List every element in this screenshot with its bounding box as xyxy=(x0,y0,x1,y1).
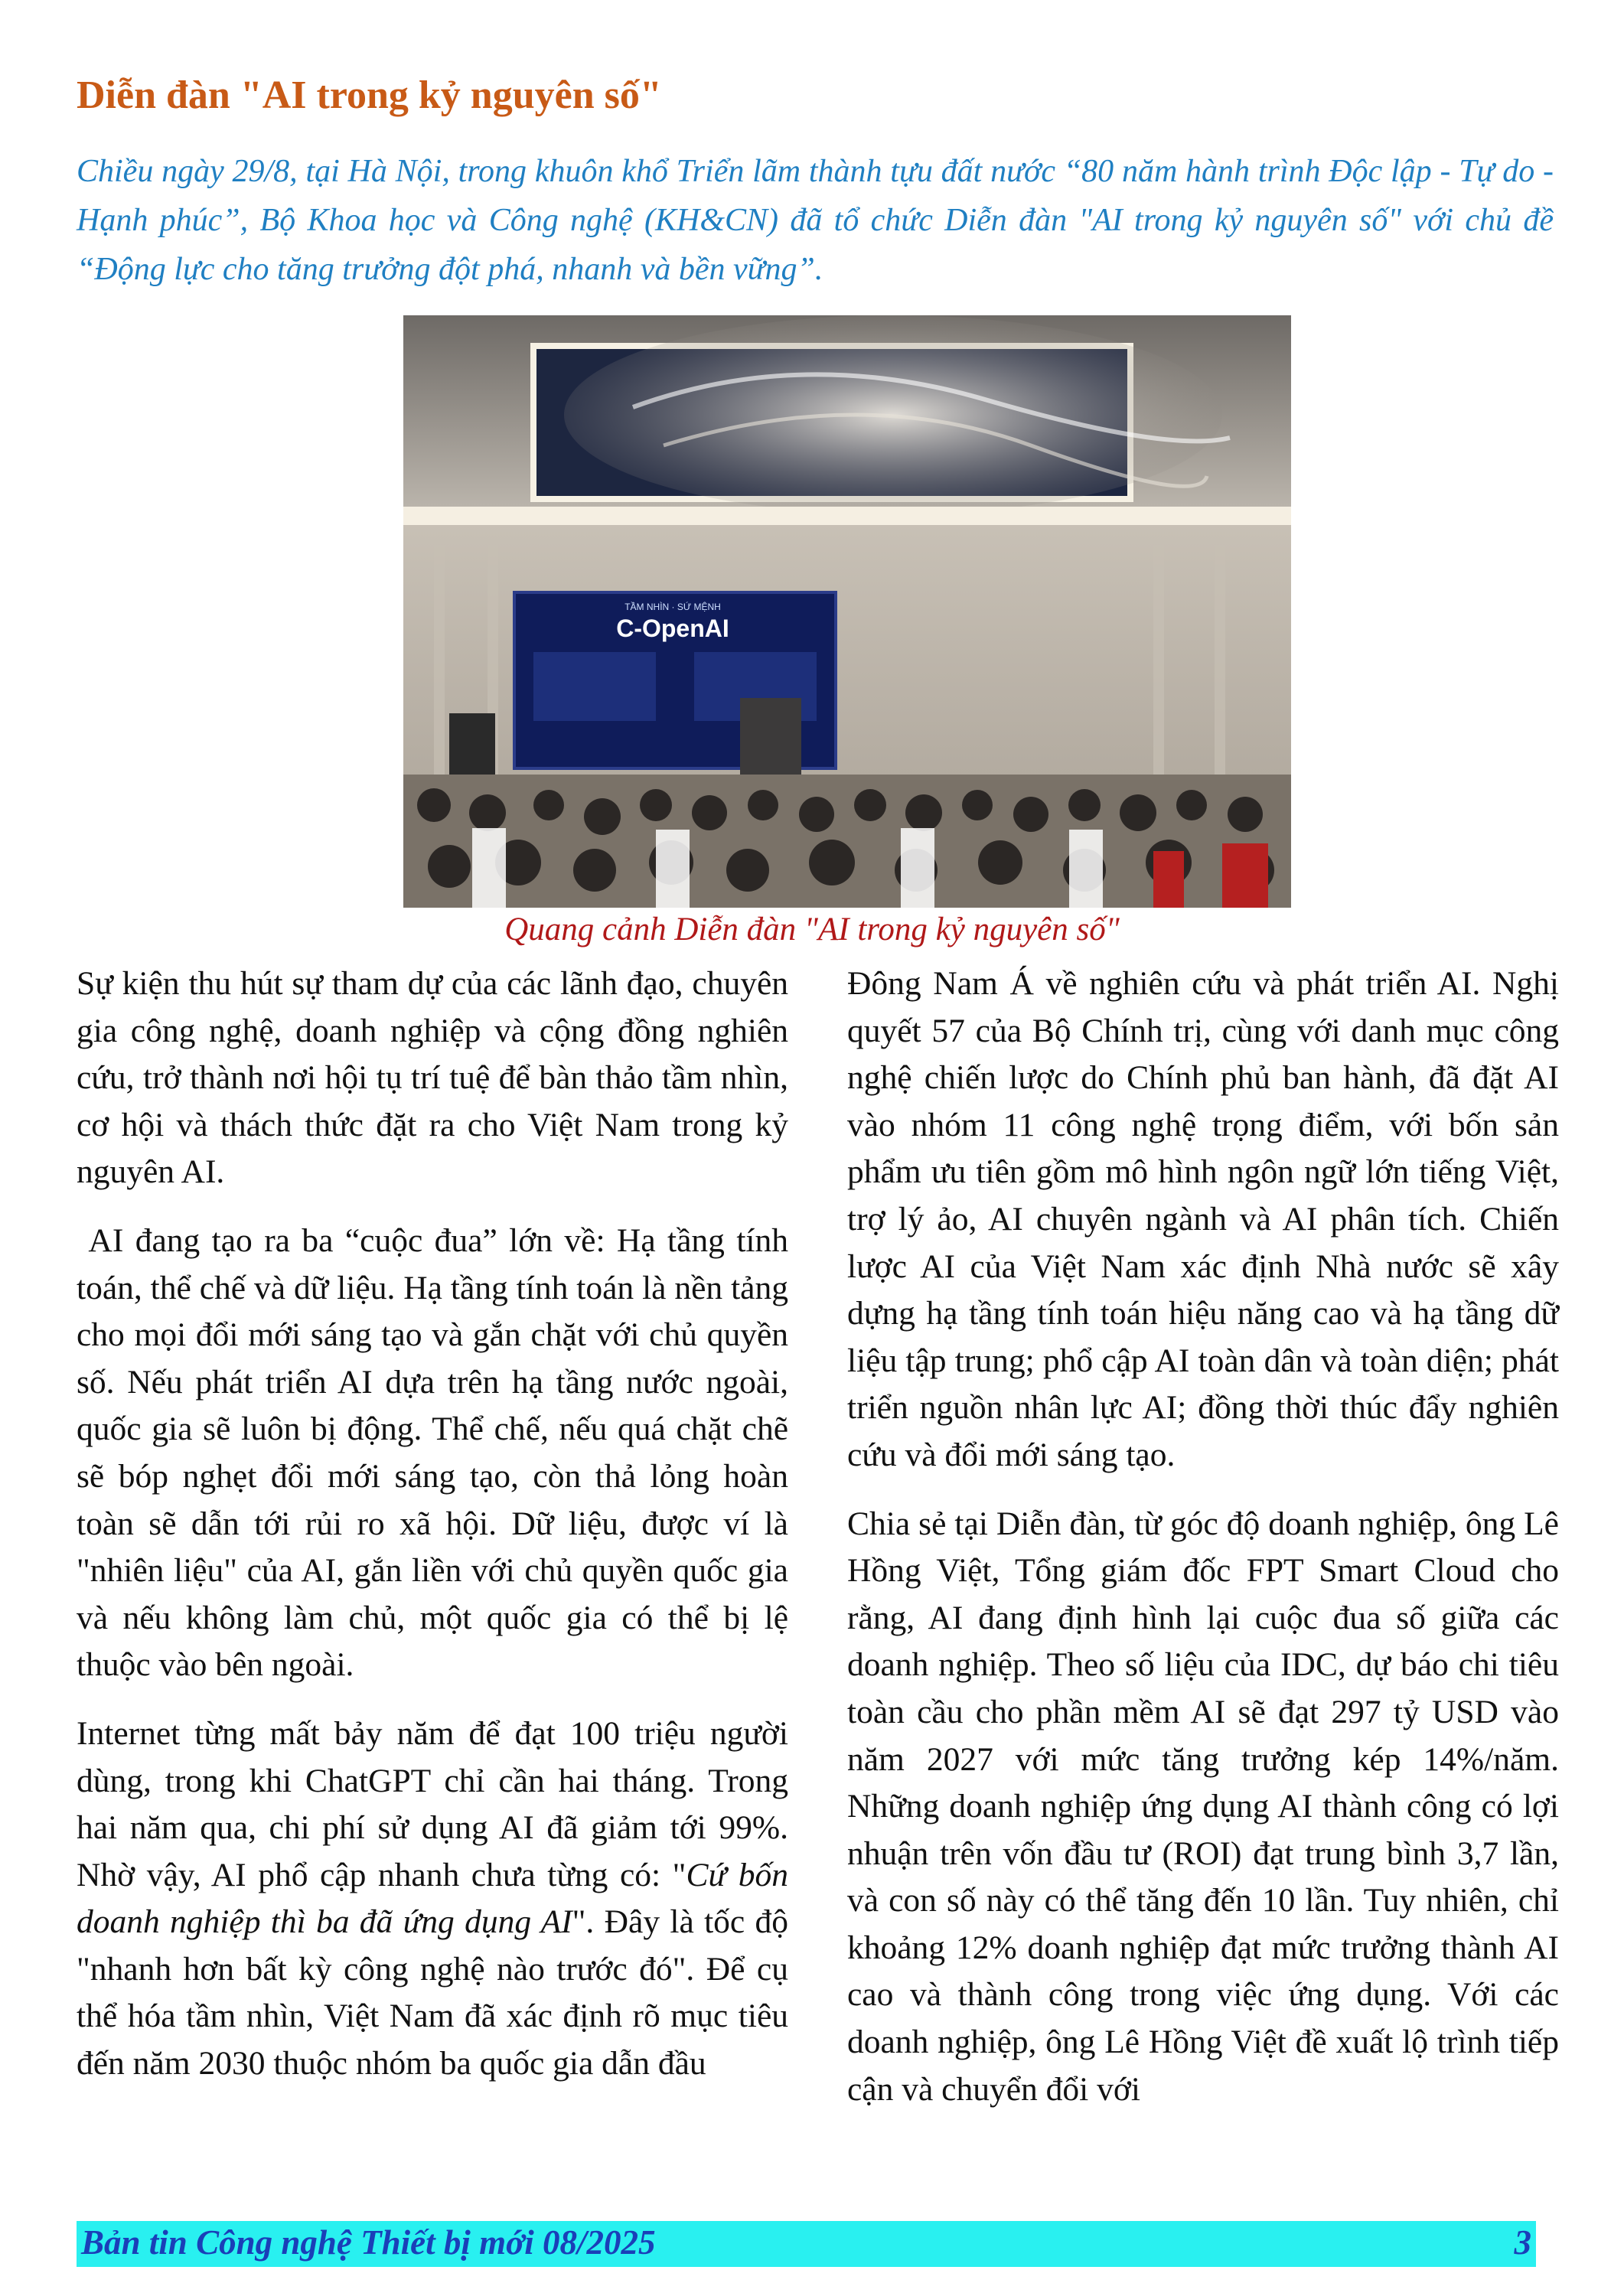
left-paragraph-3-part-a: Internet từng mất bảy năm để đạt 100 triệu người dùng, trong khi ChatGPT chỉ cần hai tháng. Trong hai năm qua, chi phí sử dụng AI đã giảm tới 99%. Nhờ vậy, AI phổ cập nhanh chưa từng có: " xyxy=(77,1714,788,1893)
right-paragraph-2: Chia sẻ tại Diễn đàn, từ góc độ doanh nghiệp, ông Lê Hồng Việt, Tổng giám đốc FPT Smart Cloud cho rằng, AI đang định hình lại cuộc đua số giữa các doanh nghiệp. Theo số liệu của IDC, dự báo chi tiêu toàn cầu cho phần mềm AI sẽ đạt 297 tỷ USD vào năm 2027 với mức tăng trưởng kép 14%/năm. Những doanh nghiệp ứng dụng AI thành công có lợi nhuận trên vốn đầu tư (ROI) đạt trung bình 3,7 lần, và con số này có thể tăng đến 10 lần. Tuy nhiên, chỉ khoảng 12% doanh nghiệp đạt mức trưởng thành AI cao và thành công trong việc ứng dụng. Với các doanh nghiệp, ông Lê Hồng Việt đề xuất lộ trình tiếp cận và chuyển đổi với xyxy=(847,1505,1559,2108)
page-footer xyxy=(77,2221,1536,2267)
article-lead: Chiều ngày 29/8, tại Hà Nội, trong khuôn khổ Triển lãm thành tựu đất nước “80 năm hành trình Độc lập - Tự do - Hạnh phúc”, Bộ Khoa học và Công nghệ (KH&CN) đã tổ chức Diễn đàn "AI trong kỷ nguyên số" với chủ đề “Động lực cho tăng trưởng đột phá, nhanh và bền vững”. xyxy=(77,154,1554,287)
article-title: Diễn đàn "AI trong kỷ nguyên số" xyxy=(77,73,662,117)
right-paragraph-1: Đông Nam Á về nghiên cứu và phát triển AI. Nghị quyết 57 của Bộ Chính trị, cùng với danh mục công nghệ chiến lược do Chính phủ ban hành, đã đặt AI vào nhóm 11 công nghệ trọng điểm, với bốn sản phẩm ưu tiên gồm mô hình ngôn ngữ lớn tiếng Việt, trợ lý ảo, AI chuyên ngành và AI phân tích. Chiến lược AI của Việt Nam xác định Nhà nước sẽ xây dựng hạ tầng tính toán hiệu năng cao và hạ tầng dữ liệu tập trung; phổ cập AI toàn dân và toàn diện; phát triển nguồn nhân lực AI; đồng thời thúc đẩy nghiên cứu và đổi mới sáng tạo. xyxy=(847,965,1559,1473)
left-paragraph-3-quote: Cứ bốn doanh nghiệp thì ba đã ứng dụng AI xyxy=(77,1856,788,1941)
screen-logo-text: C-OpenAI xyxy=(616,615,729,642)
screen-header-text: TẦM NHÌN · SỨ MỆNH xyxy=(624,602,721,612)
left-paragraph-3 xyxy=(77,1711,788,2088)
left-paragraph-3-part-b: ". Đây là tốc độ "nhanh hơn bất kỳ công nghệ nào trước đó". Để cụ thể hóa tầm nhìn, Việt Nam đã xác định rõ mục tiêu đến năm 2030 thuộc nhóm ba quốc gia dẫn đầu xyxy=(77,1903,789,2082)
footer-publication-title: Bản tin Công nghệ Thiết bị mới 08/2025 xyxy=(81,2223,656,2262)
footer-page-number: 3 xyxy=(1514,2223,1531,2262)
left-paragraph-2: AI đang tạo ra ba “cuộc đua” lớn về: Hạ tầng tính toán, thể chế và dữ liệu. Hạ tầng tính toán là nền tảng cho mọi đổi mới sáng tạo và gắn chặt với chủ quyền số. Nếu phát triển AI dựa trên hạ tầng nước ngoài, quốc gia sẽ luôn bị động. Thể chế, nếu quá chặt chẽ sẽ bóp nghẹt đổi mới sáng tạo, còn thả lỏng hoàn toàn sẽ dẫn tới rủi ro xã hội. Dữ liệu, được ví là "nhiên liệu" của AI, gắn liền với chủ quyền quốc gia và nếu không làm chủ, một quốc gia có thể bị lệ thuộc vào bên ngoài. xyxy=(77,1221,797,1684)
right-column xyxy=(847,960,1559,2113)
conference-photo xyxy=(403,315,1291,908)
photo-caption: Quang cảnh Diễn đàn "AI trong kỷ nguyên số" xyxy=(504,912,1120,947)
left-paragraph-1: Sự kiện thu hút sự tham dự của các lãnh đạo, chuyên gia công nghệ, doanh nghiệp và cộng đồng nghiên cứu, trở thành nơi hội tụ trí tuệ để bàn thảo tầm nhìn, cơ hội và thách thức đặt ra cho Việt Nam trong kỷ nguyên AI. xyxy=(77,965,788,1191)
left-column xyxy=(77,960,797,2088)
